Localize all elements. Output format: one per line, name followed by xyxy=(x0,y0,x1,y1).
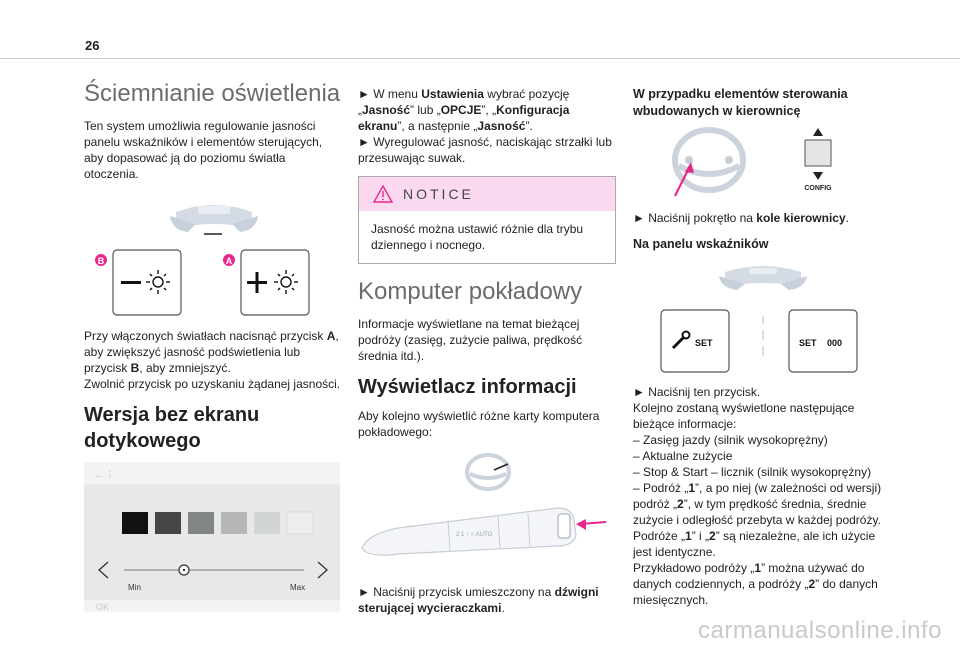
trip-info-item: – Stop & Start – licznik (silnik wysokoprężny) xyxy=(633,464,872,479)
column-left xyxy=(84,80,342,614)
swatch-white[interactable] xyxy=(287,512,313,534)
wiper-stalk-icon xyxy=(362,508,576,555)
slider-min-label: Min xyxy=(128,582,141,592)
dimmer-buttons-figure xyxy=(84,192,342,320)
section-title-dimming: Ściemnianie oświetlenia xyxy=(84,80,341,107)
callout-a-label: A xyxy=(225,255,233,266)
section-title-info-display: Wyświetlacz informacji xyxy=(358,375,577,398)
heading-instrument-panel: Na panelu wskaźników xyxy=(633,236,769,251)
trip-computer-intro: Informacje wyświetlane na temat bieżącej podróży (zasięg, zużycie paliwa, prędkość średnia itd.). xyxy=(358,316,583,363)
trips-example-note: Przykładowo podróży „1” można używać do danych codziennych, a podróży „2” do danych miesięcznych. xyxy=(633,560,878,607)
config-label: CONFIG xyxy=(804,184,832,192)
column-right xyxy=(633,86,891,608)
set2-label: SET xyxy=(799,337,817,348)
callout-b-label: B xyxy=(97,255,105,266)
notice-text: Jasność można ustawić różnie dla trybu dziennego i nocnego. xyxy=(371,222,584,252)
swatch-lighter-grey[interactable] xyxy=(254,512,280,534)
instrument-panel-illustration xyxy=(84,192,342,320)
column-middle xyxy=(358,86,616,616)
dimming-instructions: Przy włączonych światłach nacisnąć przycisk A, aby zwiększyć jasność podświetlenia lub przycisk B, aby zmniejszyć. xyxy=(84,328,339,375)
notice-label: NOTICE xyxy=(403,186,474,202)
brightness-screen-figure xyxy=(84,462,342,614)
config-dial-icon xyxy=(804,128,832,192)
dimming-intro: Ten system umożliwia regulowanie jasności panelu wskaźników i elementów sterujących, aby dopasować ją do poziomu światła otoczenia. xyxy=(84,118,323,181)
info-display-intro: Aby kolejno wyświetlić różne karty komputera pokładowego: xyxy=(358,408,600,439)
notice-header xyxy=(359,177,615,211)
step-press-set-button: ► Naciśnij ten przycisk. xyxy=(633,384,761,399)
swatch-light-grey[interactable] xyxy=(221,512,247,534)
section-title-no-touchscreen: Wersja bez ekranu dotykowego xyxy=(84,403,260,452)
steering-wheel-figure xyxy=(633,126,891,204)
step-adjust-brightness: ► Wyregulować jasność, naciskając strzałki lub przesuwając suwak. xyxy=(358,135,612,165)
watermark: carmanualsonline.info xyxy=(698,617,942,644)
svg-text:2 1 ↑ ○ AUTO: 2 1 ↑ ○ AUTO xyxy=(456,531,493,538)
instrument-panel-figure xyxy=(633,258,891,376)
trip-info-item-trips: – Podróż „1”, a po niej (w zależności od wersji) podróż „2”, w tym prędkość średnia, średnie zużycie i odległość przebyta w każdej podróży. xyxy=(633,480,882,527)
back-arrow-icon: ← ⁝ xyxy=(94,468,112,481)
page-number: 26 xyxy=(85,38,100,53)
instrument-cluster-icon xyxy=(719,266,807,290)
set2-counter-value: 000 xyxy=(827,337,843,348)
pointer-arrow-icon xyxy=(576,519,606,530)
steering-wheel-icon xyxy=(467,455,509,489)
swatch-dark-grey[interactable] xyxy=(155,512,181,534)
steering-wheel-controls-illustration xyxy=(633,126,891,204)
step-press-wheel-dial: ► Naciśnij pokrętło na kole kierownicy. xyxy=(633,210,849,225)
instrument-cluster-icon xyxy=(170,205,258,234)
trips-independent-note: Podróże „1” i „2” są niezależne, ale ich użycie jest identyczne. xyxy=(633,528,876,559)
header-divider xyxy=(0,58,960,59)
steering-wheel-icon xyxy=(675,130,743,190)
ok-button[interactable]: OK xyxy=(96,601,110,612)
swatch-black[interactable] xyxy=(122,512,148,534)
trip-info-item: – Zasięg jazdy (silnik wysokoprężny) xyxy=(633,432,828,447)
minus-icon xyxy=(121,281,141,284)
brightness-screen xyxy=(84,462,342,614)
instrument-panel-set-illustration xyxy=(633,258,891,376)
heading-steering-wheel-controls: W przypadku elementów sterowania wbudowanych w kierownicę xyxy=(633,87,848,118)
step-settings-menu: ► W menu Ustawienia wybrać pozycję „Jasność” lub „OPCJE”, „Konfiguracja ekranu”, a następnie „Jasność”. xyxy=(358,87,570,133)
set-label: SET xyxy=(695,337,713,348)
section-title-trip-computer: Komputer pokładowy xyxy=(358,278,583,305)
warning-triangle-icon xyxy=(373,185,393,203)
wiper-stalk-illustration xyxy=(358,444,616,576)
swatch-grey[interactable] xyxy=(188,512,214,534)
notice-box xyxy=(358,176,616,264)
trip-info-list-intro: Kolejno zostaną wyświetlone następujące bieżące informacje: xyxy=(633,400,855,431)
slider-max-label: Max xyxy=(290,582,306,592)
step-press-stalk-button: ► Naciśnij przycisk umieszczony na dźwigni sterującej wycieraczkami. xyxy=(358,584,599,615)
wiper-stalk-figure xyxy=(358,444,616,576)
dimming-release-note: Zwolnić przycisk po uzyskaniu żądanej jasności. xyxy=(84,376,341,391)
trip-info-item: – Aktualne zużycie xyxy=(633,448,733,463)
